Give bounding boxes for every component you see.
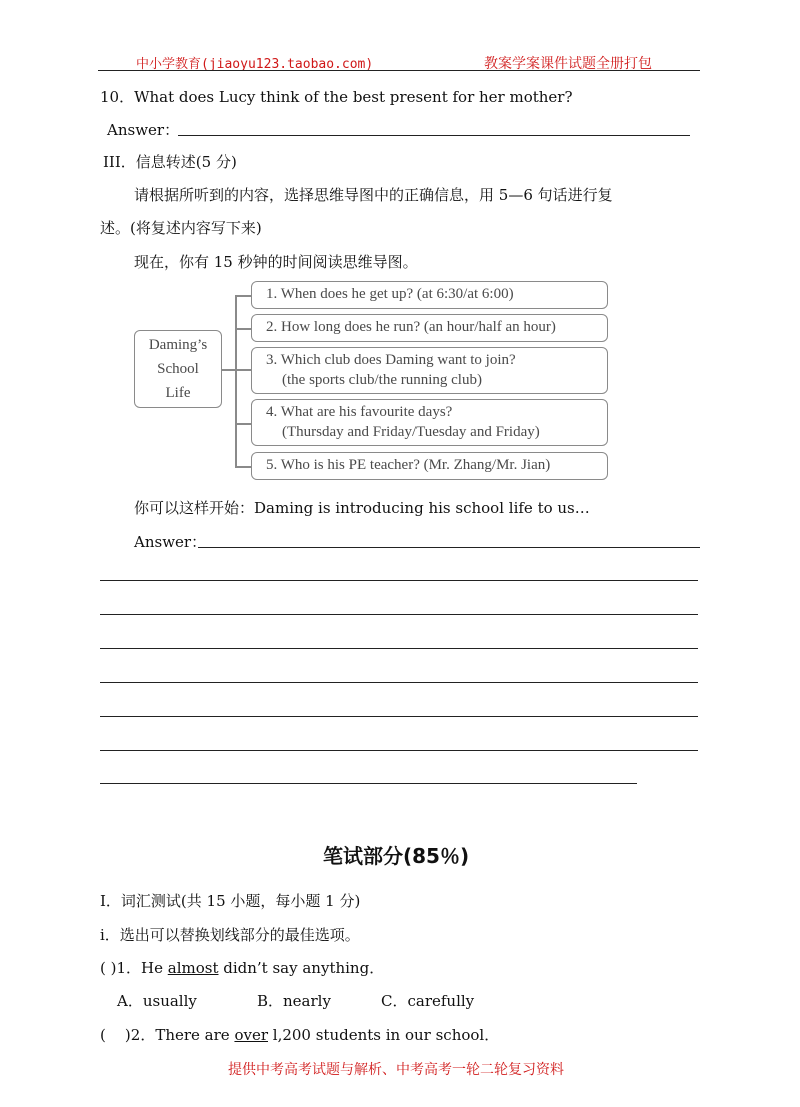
mindmap-item-5 xyxy=(251,452,608,480)
answer-label-retell: Answer： xyxy=(134,533,207,551)
answer-line-5[interactable] xyxy=(100,682,698,683)
header-right-text: 教案学案课件试题全册打包 xyxy=(484,56,652,72)
question-1-option-b[interactable]: B．nearly xyxy=(257,992,331,1010)
footer-text: 提供中考高考试题与解析、中考高考一轮二轮复习资料 xyxy=(228,1062,564,1078)
answer-line-1[interactable] xyxy=(198,547,700,548)
question-1-option-a[interactable]: A．usually xyxy=(117,992,197,1010)
sub-section-i: i．选出可以替换划线部分的最佳选项。 xyxy=(100,926,360,944)
answer-line-7[interactable] xyxy=(100,750,698,751)
question-1-suffix: didn’t say anything． xyxy=(218,959,385,977)
answer-line-q10[interactable] xyxy=(178,135,690,136)
mindmap-connector-3 xyxy=(235,369,252,371)
question-1-option-c[interactable]: C．carefully xyxy=(381,992,475,1010)
answer-line-6[interactable] xyxy=(100,716,698,717)
header-rule xyxy=(98,70,700,71)
question-1 xyxy=(100,957,384,978)
section-3-instruction-3: 现在，你有 15 秒钟的时间阅读思维导图。 xyxy=(134,253,418,271)
mindmap-item-1 xyxy=(251,281,608,309)
written-section-heading: 笔试部分(85％) xyxy=(323,844,470,868)
mindmap-item-5-text: 5. Who is his PE teacher? (Mr. Zhang/Mr. Jian) xyxy=(266,457,551,473)
mindmap-item-2 xyxy=(251,314,608,342)
mindmap-item-3-line1: 3. Which club does Daming want to join? xyxy=(266,352,516,368)
mindmap-connector-5 xyxy=(235,466,252,468)
answer-line-8[interactable] xyxy=(100,783,637,784)
answer-line-3[interactable] xyxy=(100,614,698,615)
mindmap-connector-2 xyxy=(235,328,252,330)
answer-line-4[interactable] xyxy=(100,648,698,649)
mindmap-item-3-line2: (the sports club/the running club) xyxy=(282,372,482,388)
mindmap-item-3 xyxy=(251,347,608,394)
question-10: 10．What does Lucy think of the best present for her mother? xyxy=(100,88,573,106)
header-left-text: 中小学教育(jiaoyu123.taobao.com) xyxy=(136,57,374,72)
mindmap-connector-trunk xyxy=(235,295,237,466)
question-2-underlined: over xyxy=(234,1026,268,1044)
mindmap-root: Daming’s School Life xyxy=(134,330,222,408)
section-3-instruction-1: 请根据所听到的内容，选择思维导图中的正确信息，用 5—6 句话进行复 xyxy=(134,186,613,204)
mindmap-item-1-text: 1. When does he get up? (at 6:30/at 6:00) xyxy=(266,286,514,302)
mindmap-item-4-line1: 4. What are his favourite days? xyxy=(266,404,453,420)
question-1-underlined: almost xyxy=(167,959,219,977)
question-2-prefix: ( )2．There are xyxy=(100,1026,235,1044)
start-hint: 你可以这样开始：Daming is introducing his school life to us… xyxy=(134,499,590,517)
question-1-prefix: ( )1．He xyxy=(100,959,168,977)
mindmap-item-4 xyxy=(251,399,608,446)
question-2 xyxy=(100,1024,499,1045)
mindmap-item-4-line2: (Thursday and Friday/Tuesday and Friday) xyxy=(282,424,540,440)
mindmap-item-2-text: 2. How long does he run? (an hour/half an hour) xyxy=(266,319,556,335)
section-3-instruction-2: 述。(将复述内容写下来) xyxy=(100,219,262,237)
mindmap-connector-root xyxy=(222,369,236,371)
answer-label-q10: Answer： xyxy=(107,121,180,139)
part-1-title: I．词汇测试(共 15 小题，每小题 1 分) xyxy=(100,892,361,910)
mindmap-connector-1 xyxy=(235,295,252,297)
question-2-suffix: l,200 students in our school． xyxy=(268,1026,500,1044)
answer-line-2[interactable] xyxy=(100,580,698,581)
section-3-title: III．信息转述(5 分) xyxy=(103,153,237,171)
mindmap-connector-4 xyxy=(235,423,252,425)
